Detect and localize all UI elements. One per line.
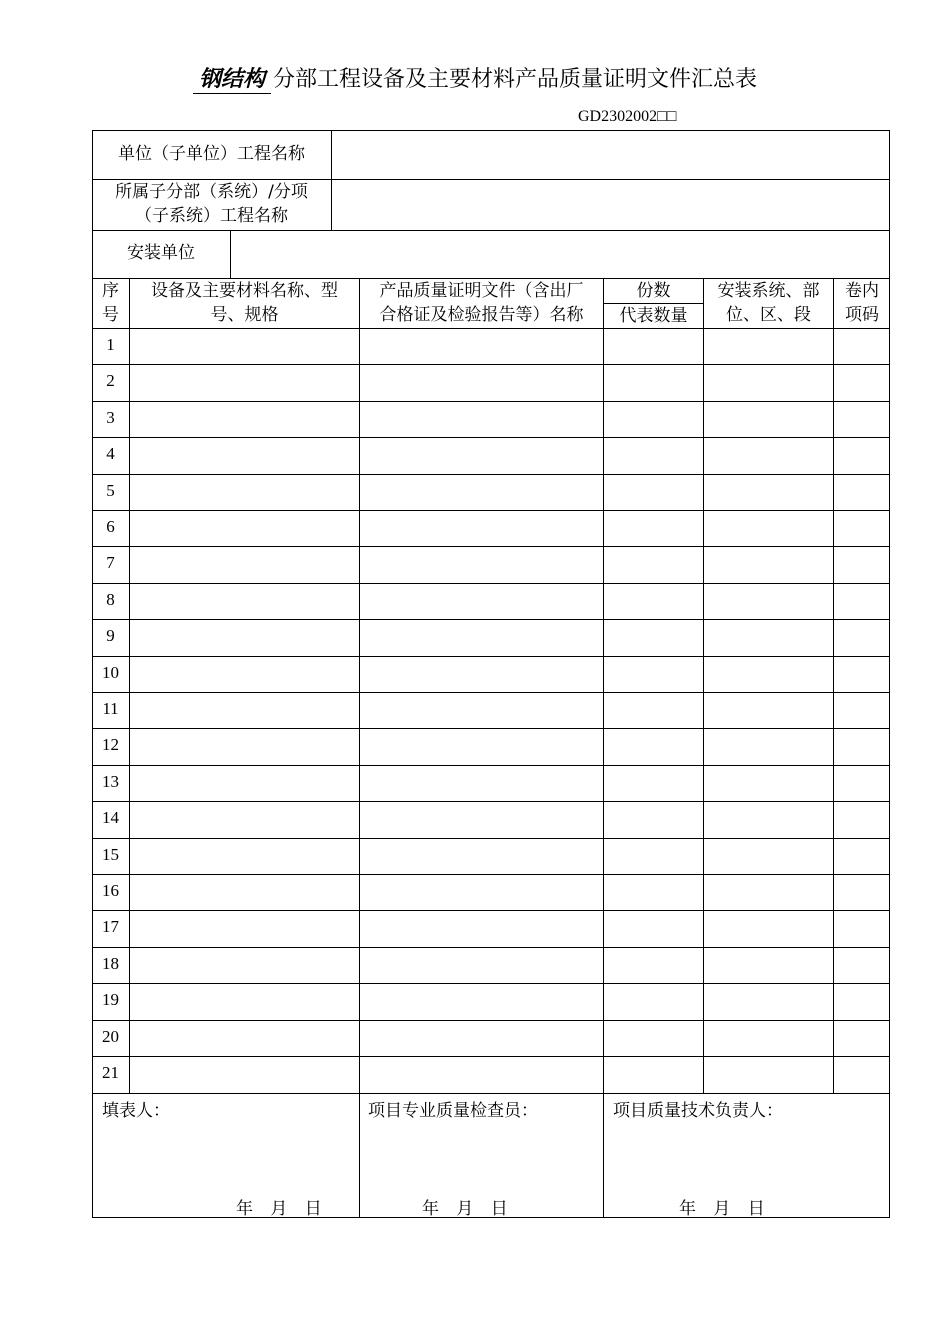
row-divider: [92, 510, 890, 511]
row-divider: [92, 838, 890, 839]
header-location-line1: 安装系统、部: [717, 281, 820, 301]
header-volume-line1: 卷内: [845, 281, 879, 301]
row-divider: [92, 765, 890, 766]
installer-label: 安装单位: [127, 243, 195, 263]
divider: [359, 278, 360, 1218]
table-row-number: 3: [106, 407, 115, 427]
header-copies: 份数: [636, 281, 671, 301]
table-row-number: 4: [106, 444, 115, 464]
form-code: GD2302002□□: [578, 108, 677, 125]
table-row-number: 8: [106, 589, 115, 609]
title-prefix: 钢结构: [193, 62, 271, 94]
row-divider: [92, 364, 890, 365]
row-divider: [92, 474, 890, 475]
row-divider: [92, 910, 890, 911]
header-material-line1: 设备及主要材料名称、型: [151, 281, 338, 301]
table-row-number: 9: [106, 626, 115, 646]
table-row-number: 13: [102, 771, 119, 791]
title-text: 分部工程设备及主要材料产品质量证明文件汇总表: [273, 67, 758, 92]
filler-date: 年 月 日: [236, 1199, 322, 1219]
subsection-label-line1: 所属子分部（系统）/分项: [115, 182, 308, 202]
row-divider: [92, 801, 890, 802]
table-row-number: 12: [102, 735, 119, 755]
divider: [129, 278, 130, 1093]
divider: [92, 328, 890, 329]
inspector-date: 年 月 日: [422, 1199, 508, 1219]
table-row-number: 16: [102, 881, 119, 900]
row-divider: [92, 583, 890, 584]
row-divider: [92, 1020, 890, 1021]
row-divider: [92, 874, 890, 875]
header-quantity: 代表数量: [619, 306, 688, 326]
row-divider: [92, 692, 890, 693]
tech-lead-date: 年 月 日: [679, 1199, 765, 1219]
divider: [603, 278, 604, 1218]
divider: [230, 230, 231, 278]
table-row-number: 21: [102, 1063, 119, 1082]
divider: [92, 230, 890, 231]
tech-lead-label: 项目质量技术负责人：: [613, 1101, 783, 1121]
row-divider: [92, 401, 890, 402]
header-seq-line2: 号: [102, 305, 119, 325]
divider: [833, 278, 834, 1093]
row-divider: [92, 1056, 890, 1057]
header-location-line2: 位、区、段: [726, 305, 811, 325]
header-doc-line1: 产品质量证明文件（含出厂: [379, 281, 584, 301]
table-row-number: 6: [106, 517, 115, 536]
subsection-label-line2: （子系统）工程名称: [135, 206, 288, 226]
row-divider: [92, 619, 890, 620]
header-seq-line1: 序: [102, 281, 119, 301]
divider: [703, 278, 704, 1093]
header-doc-line2: 合格证及检验报告等）名称: [379, 305, 584, 325]
table-row-number: 11: [102, 699, 119, 718]
header-material-line2: 号、规格: [210, 305, 279, 325]
table-row-number: 14: [102, 808, 119, 828]
divider: [92, 1093, 890, 1094]
row-divider: [92, 728, 890, 729]
row-divider: [92, 983, 890, 984]
unit-project-label: 单位（子单位）工程名称: [118, 144, 305, 164]
table-row-number: 15: [102, 844, 119, 864]
filler-label: 填表人：: [102, 1101, 170, 1121]
table-row-number: 18: [102, 953, 119, 973]
table-row-number: 17: [102, 917, 119, 937]
table-row-number: 19: [102, 990, 119, 1010]
table-row-number: 5: [106, 480, 115, 500]
table-row-number: 2: [106, 371, 115, 391]
table-row-number: 1: [106, 335, 115, 354]
row-divider: [92, 437, 890, 438]
form-title: [0, 62, 950, 94]
inspector-label: 项目专业质量检查员：: [368, 1101, 538, 1121]
table-row-number: 10: [102, 662, 119, 682]
row-divider: [92, 947, 890, 948]
table-row-number: 7: [106, 553, 115, 573]
row-divider: [92, 546, 890, 547]
row-divider: [92, 656, 890, 657]
table-row-number: 20: [102, 1026, 119, 1046]
divider: [331, 130, 332, 230]
header-volume-line2: 项码: [845, 305, 879, 325]
